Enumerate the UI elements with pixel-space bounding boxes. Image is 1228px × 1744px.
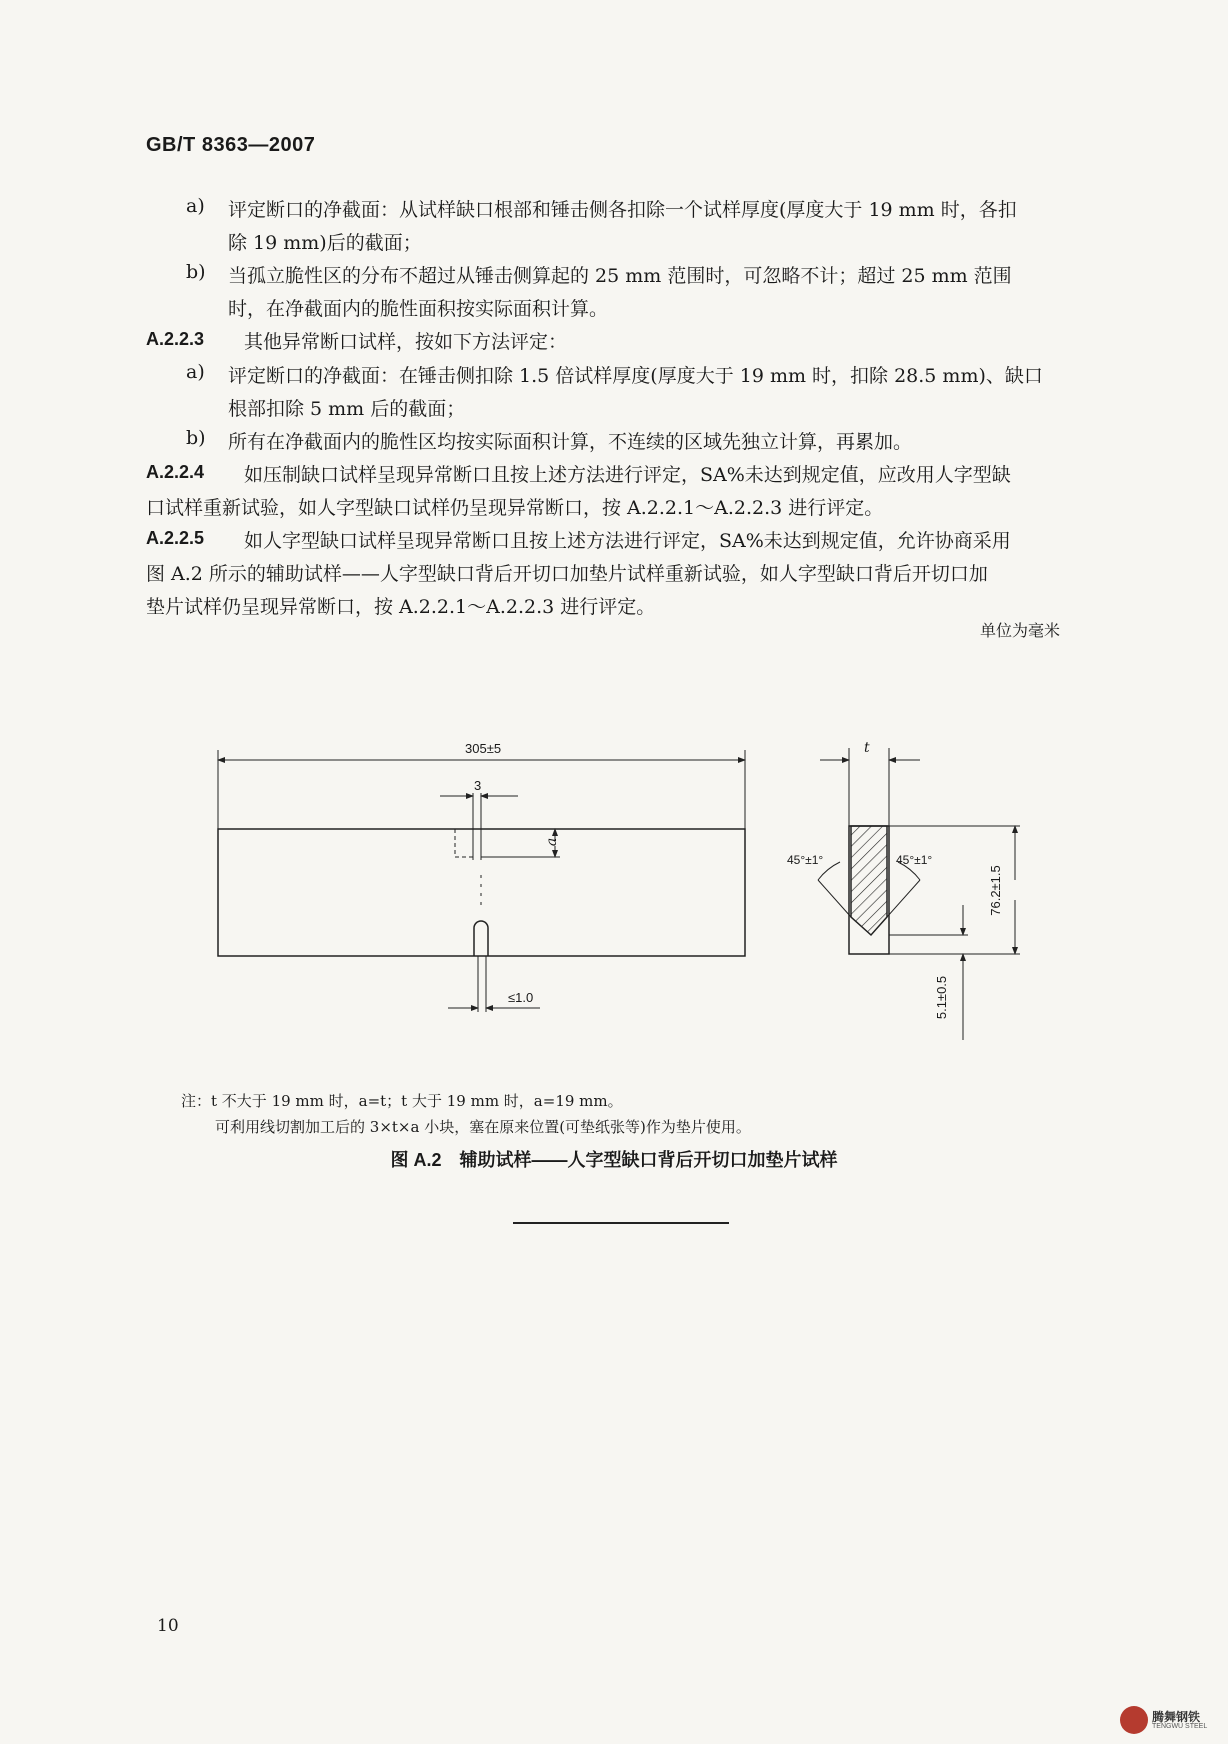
- item2-b-label: b): [186, 427, 206, 449]
- item-b-line1: 当孤立脆性区的分布不超过从锤击侧算起的 25 mm 范围时，可忽略不计；超过 25 mm 范围: [228, 265, 1012, 287]
- dim-slot-label: 3: [474, 778, 482, 793]
- clause-a224-number: A.2.2.4: [146, 462, 205, 482]
- item2-a-label: a): [186, 361, 205, 383]
- clause-a225-number: A.2.2.5: [146, 528, 205, 548]
- figure-caption: 图 A.2 辅助试样——人字型缺口背后开切口加垫片试样: [390, 1150, 838, 1170]
- specimen-front-view: [218, 750, 745, 1012]
- clause-a225-line1: 如人字型缺口试样呈现异常断口且按上述方法进行评定，SA%未达到规定值，允许协商采用: [244, 530, 1011, 552]
- logo-subtitle: TENGWU STEEL: [1152, 1722, 1208, 1730]
- angle-left-label: 45°±1°: [787, 853, 824, 867]
- item-b-line2: 时，在净截面内的脆性面积按实际面积计算。: [228, 298, 609, 320]
- item-a-line1: 评定断口的净截面：从试样缺口根部和锤击侧各扣除一个试样厚度(厚度大于 19 mm 时，各扣: [228, 199, 1017, 221]
- item2-a-line2: 根部扣除 5 mm 后的截面；: [228, 398, 466, 420]
- clause-a224-line2: 口试样重新试验，如人字型缺口试样仍呈现异常断口，按 A.2.2.1～A.2.2.3 进行评定。: [146, 497, 884, 519]
- item-a-line2: 除 19 mm)后的截面；: [228, 232, 422, 254]
- clause-a223-number: A.2.2.3: [146, 329, 205, 349]
- clause-a225-line3: 垫片试样仍呈现异常断口，按 A.2.2.1～A.2.2.3 进行评定。: [146, 596, 656, 618]
- clause-a224-line1: 如压制缺口试样呈现异常断口且按上述方法进行评定，SA%未达到规定值，应改用人字型缺: [244, 464, 1011, 486]
- dim-notch-label: ≤1.0: [508, 990, 534, 1005]
- angle-right-label: 45°±1°: [896, 853, 933, 867]
- end-rule: [513, 1222, 729, 1224]
- item-a-label: a): [186, 195, 205, 217]
- dim-a-label: a: [544, 837, 561, 847]
- dim-length-label: 305±5: [465, 741, 502, 756]
- dim-height-label: 76.2±1.5: [987, 865, 1003, 916]
- figure-note-line2: 可利用线切割加工后的 3×t×a 小块，塞在原来位置(可垫纸张等)作为垫片使用。: [215, 1118, 751, 1136]
- item2-b-line1: 所有在净截面内的脆性区均按实际面积计算，不连续的区域先独立计算，再累加。: [228, 431, 913, 453]
- item2-a-line1: 评定断口的净截面：在锤击侧扣除 1.5 倍试样厚度(厚度大于 19 mm 时，扣除 28.5 mm)、缺口: [228, 365, 1043, 387]
- figure-note-line1: 注：t 不大于 19 mm 时，a=t；t 大于 19 mm 时，a=19 mm。: [181, 1092, 623, 1110]
- unit-note: 单位为毫米: [979, 621, 1060, 640]
- dim-t-label: t: [864, 740, 870, 756]
- dim-bottom-label: 5.1±0.5: [934, 975, 950, 1020]
- logo-name: 腾舞钢铁: [1152, 1709, 1201, 1724]
- item-b-label: b): [186, 261, 206, 283]
- page-number: 10: [157, 1616, 179, 1636]
- watermark-logo: [1120, 1706, 1207, 1734]
- logo-mark-icon: [1120, 1706, 1148, 1734]
- clause-a223-text: 其他异常断口试样，按如下方法评定：: [244, 331, 568, 353]
- clause-a225-line2: 图 A.2 所示的辅助试样——人字型缺口背后开切口加垫片试样重新试验，如人字型缺口背后开切口加: [146, 563, 988, 585]
- standard-number: GB/T 8363—2007: [146, 134, 316, 156]
